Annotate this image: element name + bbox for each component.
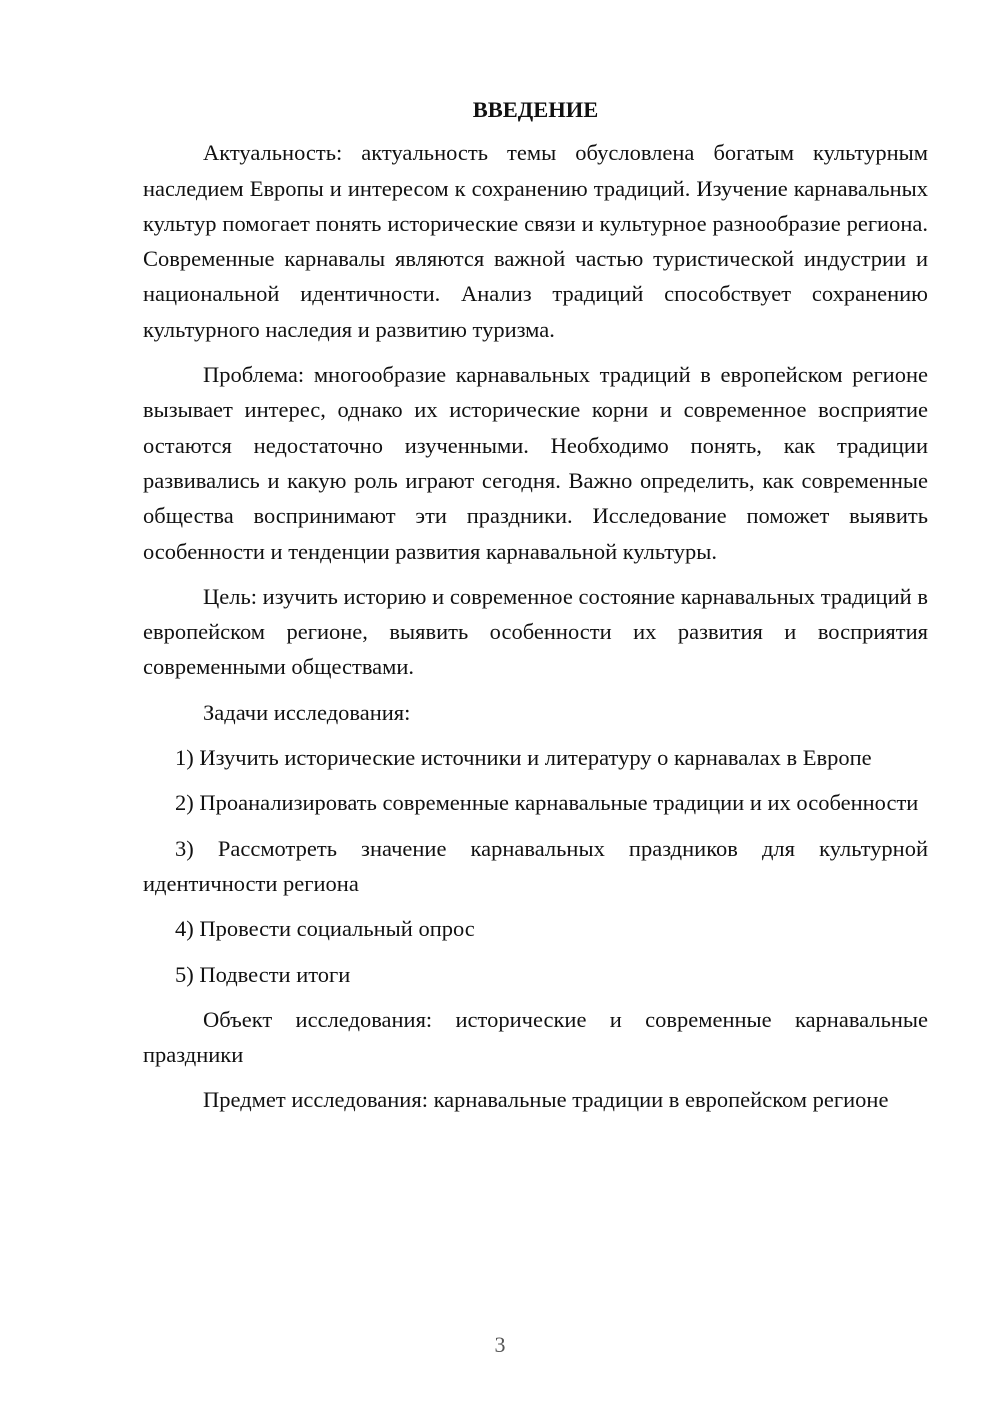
document-page: [143, 92, 928, 1128]
paragraph-goal: Цель: изучить историю и современное состояние карнавальных традиций в европейском регионе, выявить особенности их развития и восприятия современными обществами.: [143, 583, 928, 680]
task-item-3: 3) Рассмотреть значение карнавальных праздников для культурной идентичности региона: [143, 835, 928, 896]
page-title: ВВЕДЕНИЕ: [472, 97, 599, 122]
task-item-2: 2) Проанализировать современные карнавальные традиции и их особенности: [175, 790, 919, 816]
paragraph-problem: Проблема: многообразие карнавальных традиций в европейском регионе вызывает интерес, однако их исторические корни и современное восприятие остаются недостаточно изученными. Необходимо понять, как традиции развивались и какую роль играют сегодня. Важно определить, как современные общества воспринимают эти праздники. Исследование поможет выявить особенности и тенденции развития карнавальной культуры.: [143, 362, 928, 564]
task-item-5: 5) Подвести итоги: [175, 961, 351, 987]
paragraph-tasks-heading: Задачи исследования:: [203, 699, 411, 725]
task-item-1: 1) Изучить исторические источники и литературу о карнавалах в Европе: [175, 745, 872, 771]
paragraph-relevance: Актуальность: актуальность темы обусловлена богатым культурным наследием Европы и интересом к сохранению традиций. Изучение карнавальных культур помогает понять исторические связи и культурное разнообразие региона. Современные карнавалы являются важной частью туристической индустрии и национальной идентичности. Анализ традиций способствует сохранению культурного наследия и развитию туризма.: [143, 140, 928, 342]
paragraph-object: Объект исследования: исторические и современные карнавальные праздники: [143, 1006, 928, 1068]
paragraph-subject: Предмет исследования: карнавальные традиции в европейском регионе: [203, 1087, 889, 1113]
task-item-4: 4) Провести социальный опрос: [175, 916, 475, 942]
page-number: 3: [494, 1332, 506, 1357]
